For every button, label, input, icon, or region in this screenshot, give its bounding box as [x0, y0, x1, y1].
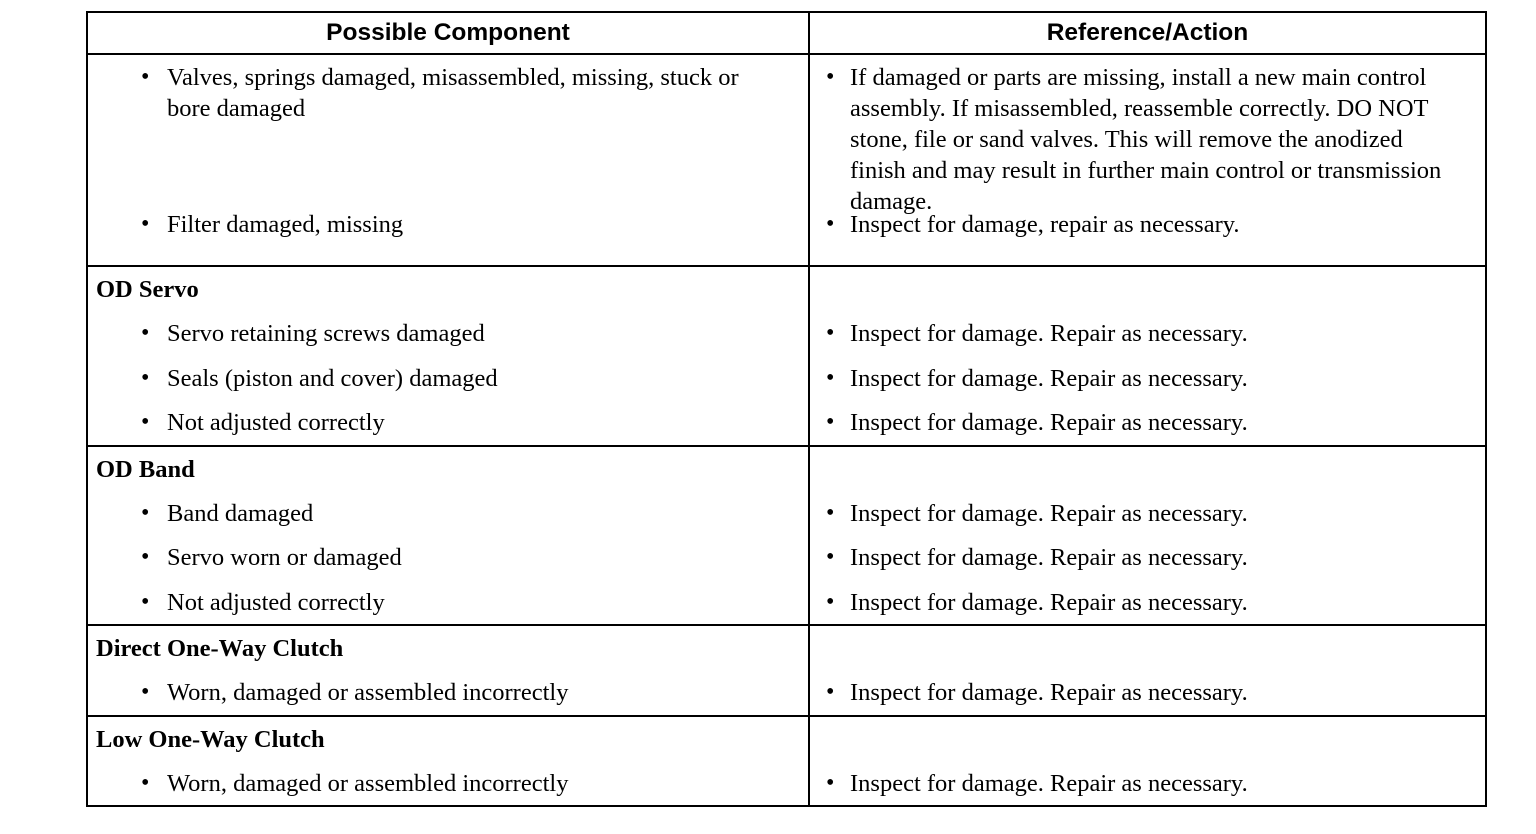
action-text: Inspect for damage. Repair as necessary. — [850, 409, 1248, 436]
action-cell — [809, 311, 1486, 356]
list-item — [88, 535, 808, 580]
group-heading: OD Servo — [96, 276, 199, 303]
component-cell — [87, 491, 809, 536]
list-item — [88, 761, 808, 806]
bullet: • — [141, 409, 150, 435]
group-heading-row — [87, 446, 1486, 491]
component-cell — [87, 446, 809, 491]
component-text: Not adjusted correctly — [167, 588, 385, 616]
bullet: • — [826, 320, 835, 346]
bullet: • — [141, 544, 150, 570]
list-item — [88, 356, 808, 401]
action-cell — [809, 625, 1486, 670]
component-text: Worn, damaged or assembled incorrectly — [167, 769, 569, 797]
bullet: • — [826, 64, 835, 90]
table-row — [87, 761, 1486, 807]
component-cell — [87, 356, 809, 401]
group-heading-row — [87, 716, 1486, 761]
table-row — [87, 311, 1486, 356]
action-text: Inspect for damage. Repair as necessary. — [850, 769, 1248, 797]
diagnosis-table — [86, 11, 1487, 807]
component-text: Servo worn or damaged — [167, 544, 402, 571]
list-item — [810, 400, 1485, 445]
component-cell — [87, 195, 809, 266]
bullet: • — [141, 679, 150, 705]
list-item — [810, 670, 1485, 715]
action-text: Inspect for damage. Repair as necessary. — [850, 499, 1248, 527]
table-header-row — [87, 12, 1486, 54]
table-row — [87, 356, 1486, 401]
action-cell — [809, 761, 1486, 807]
list-item — [88, 670, 808, 715]
action-cell — [809, 195, 1486, 266]
bullet: • — [826, 588, 835, 615]
bullet: • — [826, 211, 835, 237]
group-heading-row — [87, 266, 1486, 311]
list-item — [88, 580, 808, 625]
action-cell — [809, 580, 1486, 626]
group-heading: Direct One-Way Clutch — [96, 635, 344, 662]
component-text: Not adjusted correctly — [167, 409, 385, 436]
table-row — [87, 580, 1486, 626]
action-cell — [809, 266, 1486, 311]
component-text: Worn, damaged or assembled incorrectly — [167, 679, 569, 706]
list-item — [810, 311, 1485, 356]
bullet: • — [141, 211, 150, 237]
component-text: Servo retaining screws damaged — [167, 320, 485, 347]
list-item — [810, 761, 1485, 806]
component-text: Filter damaged, missing — [167, 211, 404, 238]
action-cell — [809, 400, 1486, 446]
action-cell — [809, 446, 1486, 491]
action-text: Inspect for damage. Repair as necessary. — [850, 364, 1248, 392]
action-text: Inspect for damage. Repair as necessary. — [850, 588, 1248, 616]
component-cell — [87, 625, 809, 670]
action-cell — [809, 670, 1486, 716]
list-item — [88, 311, 808, 356]
list-item — [810, 491, 1485, 536]
list-item — [810, 580, 1485, 625]
bullet: • — [826, 499, 835, 526]
component-cell — [87, 54, 809, 195]
list-item — [810, 55, 1485, 215]
action-text: Inspect for damage, repair as necessary. — [850, 211, 1240, 238]
action-text: Inspect for damage. Repair as necessary. — [850, 679, 1248, 706]
action-cell — [809, 716, 1486, 761]
component-cell — [87, 400, 809, 446]
component-cell — [87, 266, 809, 311]
table-row — [87, 195, 1486, 266]
bullet: • — [141, 64, 150, 90]
action-cell — [809, 54, 1486, 215]
table-row — [87, 535, 1486, 580]
group-heading: Low One-Way Clutch — [96, 725, 325, 753]
table-row — [87, 54, 1486, 195]
group-heading-row — [87, 625, 1486, 670]
list-item — [88, 400, 808, 445]
bullet: • — [826, 679, 835, 705]
component-cell — [87, 761, 809, 807]
action-text: If damaged or parts are missing, install a new main control assembly. If misassembled, reassemble correctly. DO NOT stone, file or sand valves. This will remove the anodized finish and may result in further main control or transmission damage. — [850, 64, 1442, 215]
action-cell — [809, 491, 1486, 536]
action-cell — [809, 535, 1486, 580]
table-row — [87, 400, 1486, 446]
list-item — [810, 356, 1485, 401]
bullet: • — [141, 499, 150, 526]
component-text: Band damaged — [167, 499, 314, 527]
bullet: • — [141, 769, 150, 796]
bullet: • — [826, 544, 835, 570]
component-cell — [87, 311, 809, 356]
list-item — [88, 55, 788, 195]
component-cell — [87, 670, 809, 716]
component-cell — [87, 535, 809, 580]
list-item — [810, 535, 1485, 580]
component-cell — [87, 716, 809, 761]
action-text: Inspect for damage. Repair as necessary. — [850, 544, 1248, 571]
component-text: Seals (piston and cover) damaged — [167, 364, 498, 392]
bullet: • — [141, 364, 150, 391]
component-cell — [87, 580, 809, 626]
bullet: • — [141, 588, 150, 615]
list-item — [810, 195, 1485, 265]
header-possible-component: Possible Component — [87, 12, 809, 54]
table-row — [87, 670, 1486, 716]
group-heading: OD Band — [96, 455, 195, 483]
action-cell — [809, 356, 1486, 401]
bullet: • — [826, 364, 835, 391]
component-text: Valves, springs damaged, misassembled, missing, stuck or bore damaged — [167, 64, 739, 122]
list-item — [88, 491, 808, 536]
list-item — [88, 195, 808, 265]
bullet: • — [141, 320, 150, 346]
header-reference-action: Reference/Action — [809, 12, 1486, 54]
action-text: Inspect for damage. Repair as necessary. — [850, 320, 1248, 347]
bullet: • — [826, 409, 835, 435]
table-row — [87, 491, 1486, 536]
bullet: • — [826, 769, 835, 796]
